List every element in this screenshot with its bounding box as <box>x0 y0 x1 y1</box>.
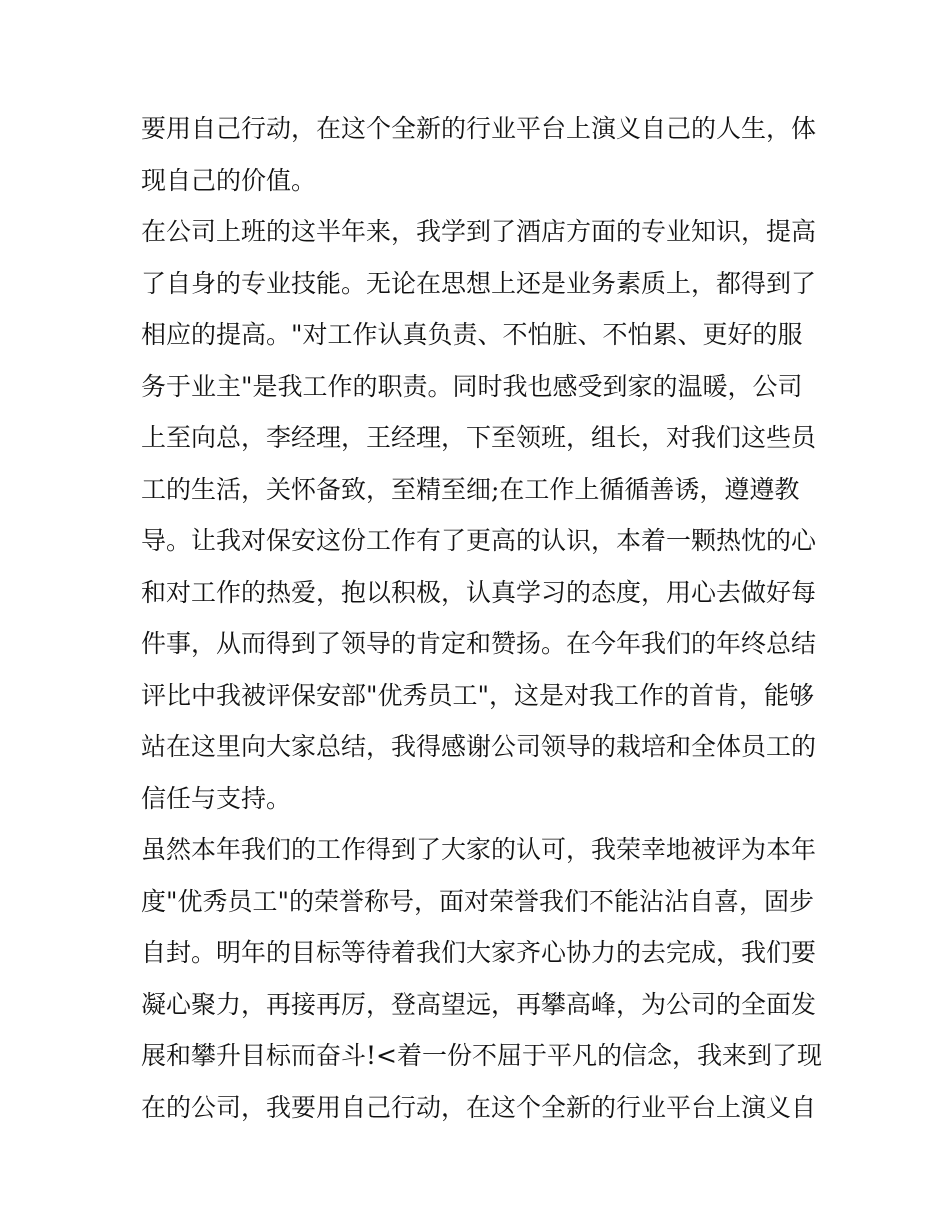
paragraph-1 <box>141 103 817 206</box>
text-line: 导。让我对保安这份工作有了更高的认识，本着一颗热忱的心 <box>141 526 817 555</box>
document-body <box>141 103 822 1133</box>
text-line: 虽然本年我们的工作得到了大家的认可，我荣幸地被评为本年 <box>141 835 817 864</box>
text-line: 信任与支持。 <box>141 783 292 813</box>
paragraph-3 <box>141 824 822 1133</box>
text-line: 在公司上班的这半年来，我学到了酒店方面的专业知识，提高 <box>141 217 817 246</box>
text-line: 了自身的专业技能。无论在思想上还是业务素质上，都得到了 <box>141 268 817 298</box>
text-line: 相应的提高。"对工作认真负责、不怕脏、不怕累、更好的服 <box>141 320 803 349</box>
text-line: 工的生活，关怀备致，至精至细;在工作上循循善诱，遵遵教 <box>141 474 800 504</box>
text-line: 件事，从而得到了领导的肯定和赞扬。在今年我们的年终总结 <box>141 629 817 658</box>
text-line: 评比中我被评保安部"优秀员工"，这是对我工作的首肯，能够 <box>141 680 815 710</box>
text-line: 凝心聚力，再接再厉，登高望远，再攀高峰，为公司的全面发 <box>141 989 817 1019</box>
text-line: 现自己的价值。 <box>141 165 317 195</box>
text-line: 上至向总，李经理，王经理，下至领班，组长，对我们这些员 <box>141 423 817 452</box>
text-line: 在的公司，我要用自己行动，在这个全新的行业平台上演义自 <box>141 1092 817 1122</box>
text-line: 务于业主"是我工作的职责。同时我也感受到家的温暖，公司 <box>141 371 803 401</box>
text-line: 度"优秀员工"的荣誉称号，面对荣誉我们不能沾沾自喜，固步 <box>141 886 815 916</box>
text-line: 自封。明年的目标等待着我们大家齐心协力的去完成，我们要 <box>141 938 817 967</box>
text-line: 展和攀升目标而奋斗!<着一份不屈于平凡的信念，我来到了现 <box>141 1041 822 1070</box>
text-line: 和对工作的热爱，抱以积极，认真学习的态度，用心去做好每 <box>141 577 817 607</box>
text-line: 站在这里向大家总结，我得感谢公司领导的栽培和全体员工的 <box>141 732 817 761</box>
text-line: 要用自己行动，在这个全新的行业平台上演义自己的人生，体 <box>141 114 817 143</box>
paragraph-2 <box>141 206 817 824</box>
